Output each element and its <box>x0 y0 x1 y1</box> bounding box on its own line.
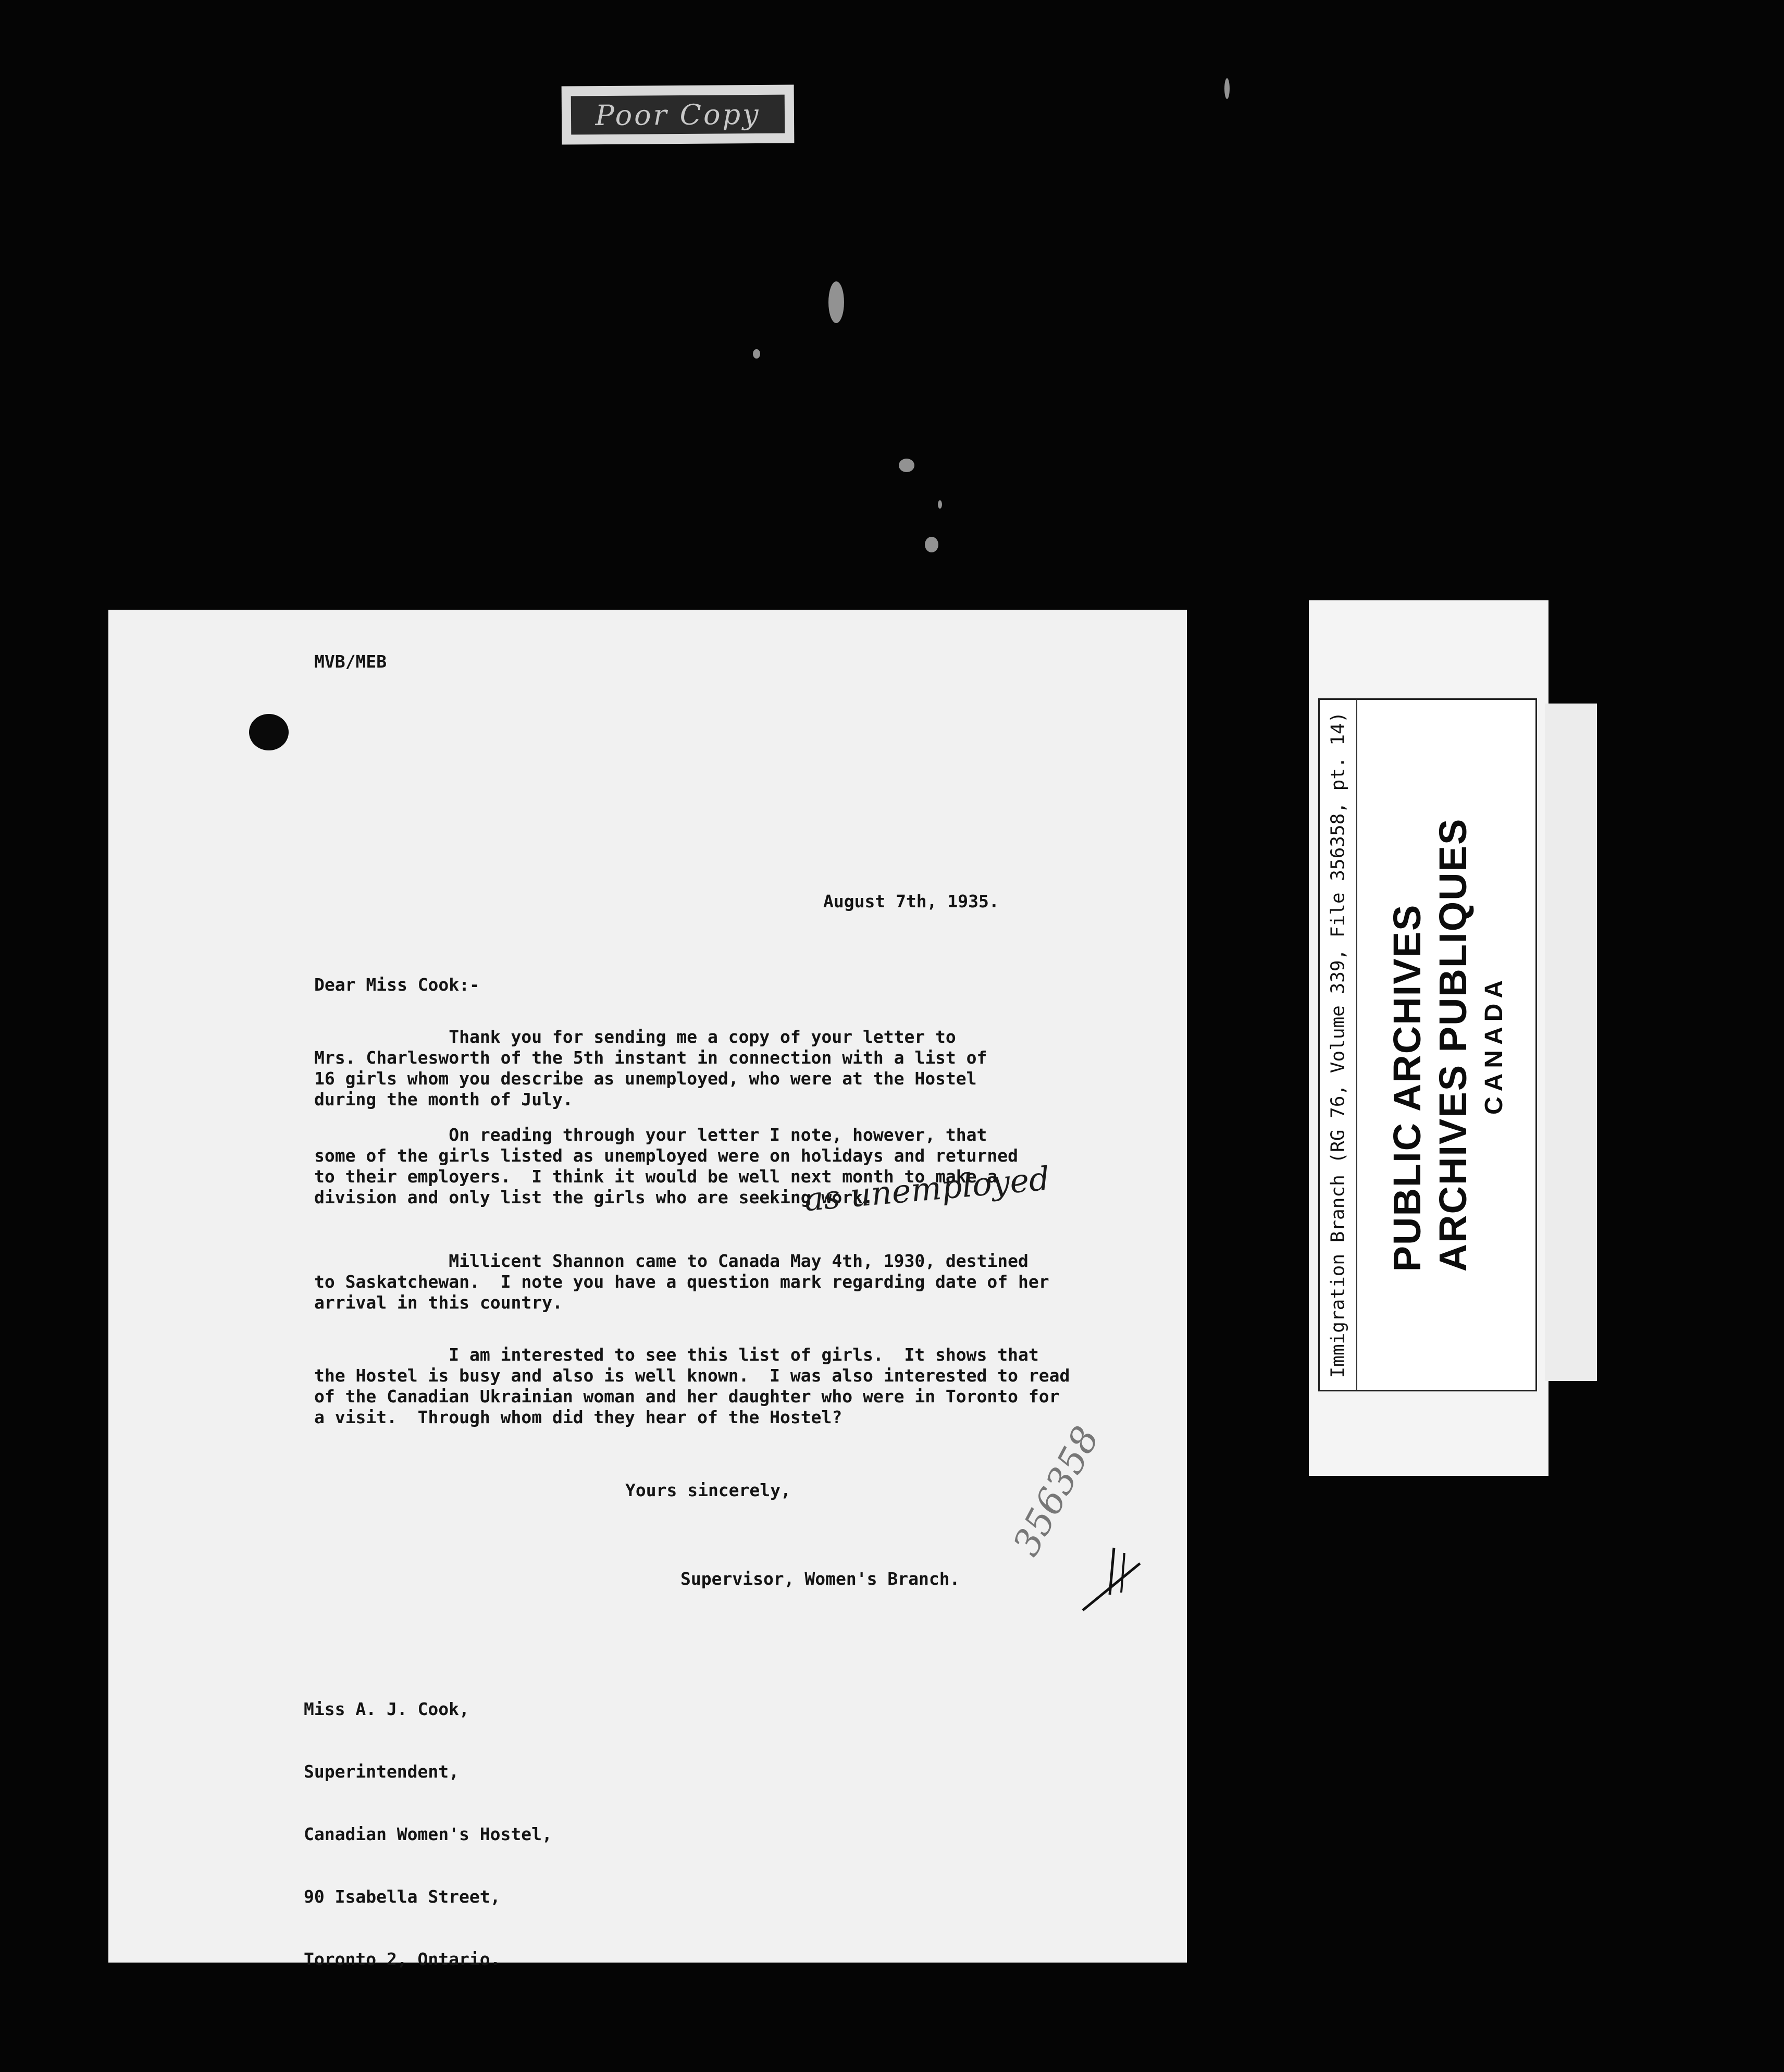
address-line: Canadian Women's Hostel, <box>304 1824 552 1844</box>
institution-country: CANADA <box>1480 975 1508 1115</box>
reference-initials: MVB/MEB <box>314 651 387 672</box>
address-line: 90 Isabella Street, <box>304 1886 501 1907</box>
recipient-address <box>304 1657 552 2012</box>
institution-block <box>1361 700 1535 1390</box>
signature-title: Supervisor, Women's Branch. <box>680 1569 960 1589</box>
archive-label-edge <box>1545 704 1597 1381</box>
archive-label <box>1318 698 1537 1391</box>
punch-hole <box>249 714 289 750</box>
closing: Yours sincerely, <box>625 1480 791 1500</box>
paragraph: On reading through your letter I note, however, that some of the girls listed as unemployed were on holidays and returned to their employers. I think it would be well next month to make a division and only list the girls who are seeking work. <box>314 1125 1019 1207</box>
citation-strip <box>1320 700 1357 1390</box>
poor-copy-slip <box>562 84 795 144</box>
poor-copy-label: Poor Copy <box>595 97 761 132</box>
paragraph: Millicent Shannon came to Canada May 4th, 1930, destined to Saskatchewan. I note you have a question mark regarding date of her arrival in this country. <box>314 1251 1049 1313</box>
paragraph: Thank you for sending me a copy of your letter to Mrs. Charlesworth of the 5th instant in connection with a list of 16 girls whom you describe as unemployed, who were at the Hostel during the month of July. <box>314 1027 987 1109</box>
address-line: Superintendent, <box>304 1761 460 1782</box>
institution-name <box>1384 818 1513 1272</box>
paragraph: I am interested to see this list of girls. It shows that the Hostel is busy and also is well known. I was also interested to read of the Canadian Ukrainian woman and her daughter who were in Toronto for a visit. Through whom did they hear of the Hostel? <box>314 1345 1070 1427</box>
letter-page <box>108 610 1187 1969</box>
salutation: Dear Miss Cook:- <box>314 975 480 995</box>
institution-line-english: PUBLIC ARCHIVES <box>1385 904 1429 1272</box>
handwritten-file-number: 356358 <box>1005 1420 1108 1563</box>
handwritten-note: as unemployed <box>802 1159 1051 1219</box>
address-line: Miss A. J. Cook, <box>304 1699 469 1719</box>
handwritten-initial-mark <box>1077 1543 1145 1615</box>
archive-citation: Immigration Branch (RG 76, Volume 339, File 356358, pt. 14) <box>1327 711 1349 1378</box>
institution-line-french: ARCHIVES PUBLIQUES <box>1431 818 1475 1272</box>
address-line: Toronto 2, Ontario. <box>304 1949 501 1969</box>
letter-date: August 7th, 1935. <box>823 891 999 911</box>
